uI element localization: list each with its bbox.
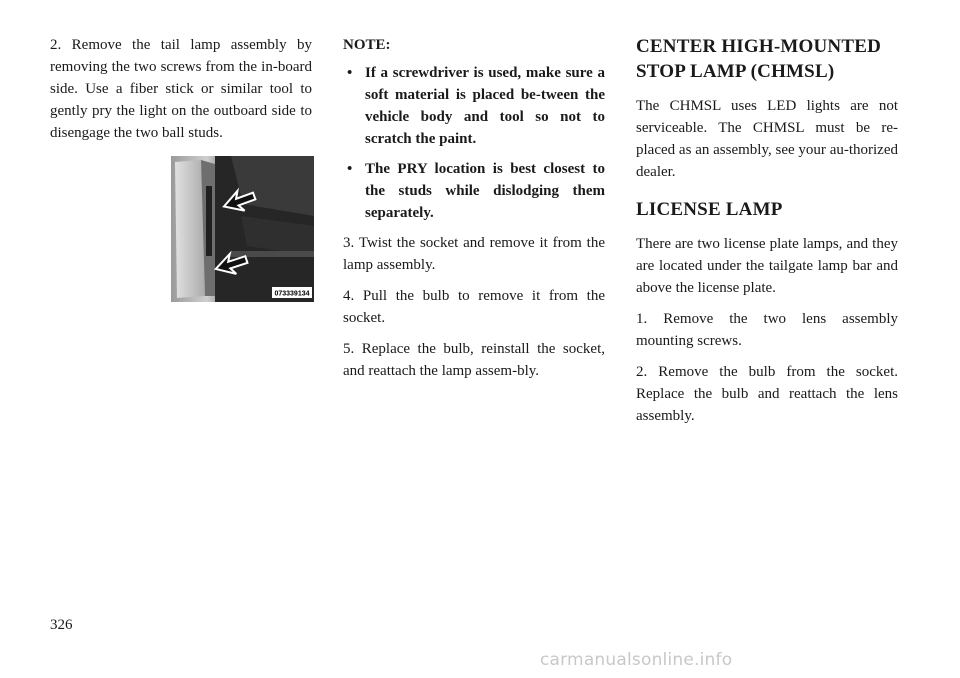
page-number: 326 [50, 617, 73, 633]
middle-column [343, 34, 605, 391]
figure-code: 073339134 [274, 290, 310, 298]
license-step-2-text: 2. Remove the bulb from the socket. Replace the bulb and reattach the lens assembly. [636, 364, 898, 424]
step-5-text: 5. Replace the bulb, reinstall the socket, and reattach the lamp assem-bly. [343, 341, 605, 379]
right-column [636, 34, 898, 436]
tail-lamp-figure [171, 156, 314, 302]
left-column [50, 34, 312, 153]
step-3-text: 3. Twist the socket and remove it from the lamp assembly. [343, 235, 605, 273]
license-lamp-heading: LICENSE LAMP [636, 199, 783, 220]
note-bullet-list [343, 62, 605, 224]
chmsl-paragraph: The CHMSL uses LED lights are not serviceable. The CHMSL must be re-placed as an assembly, see your au-thorized dealer. [636, 98, 898, 180]
step-4-text: 4. Pull the bulb to remove it from the socket. [343, 288, 605, 326]
license-lamp-paragraph: There are two license plate lamps, and they are located under the tailgate lamp bar and above the license plate. [636, 236, 898, 296]
watermark: carmanualsonline.info [540, 650, 733, 670]
note-label: NOTE: [343, 37, 391, 53]
license-step-1-text: 1. Remove the two lens assembly mounting screws. [636, 311, 898, 349]
note-bullet-1: • If a screwdriver is used, make sure a soft material is placed be-tween the vehicle body and tool so not to scratch the paint. [343, 62, 605, 150]
chmsl-heading: CENTER HIGH-MOUNTED STOP LAMP (CHMSL) [636, 36, 882, 82]
step-2-text: 2. Remove the tail lamp assembly by removing the two screws from the in-board side. Use a fiber stick or similar tool to gently pry the light on the outboard side to disengage the two ball studs. [50, 37, 312, 141]
note-bullet-2: • The PRY location is best closest to the studs while dislodging them separately. [343, 158, 605, 224]
tail-lamp-photo-icon [171, 156, 314, 302]
